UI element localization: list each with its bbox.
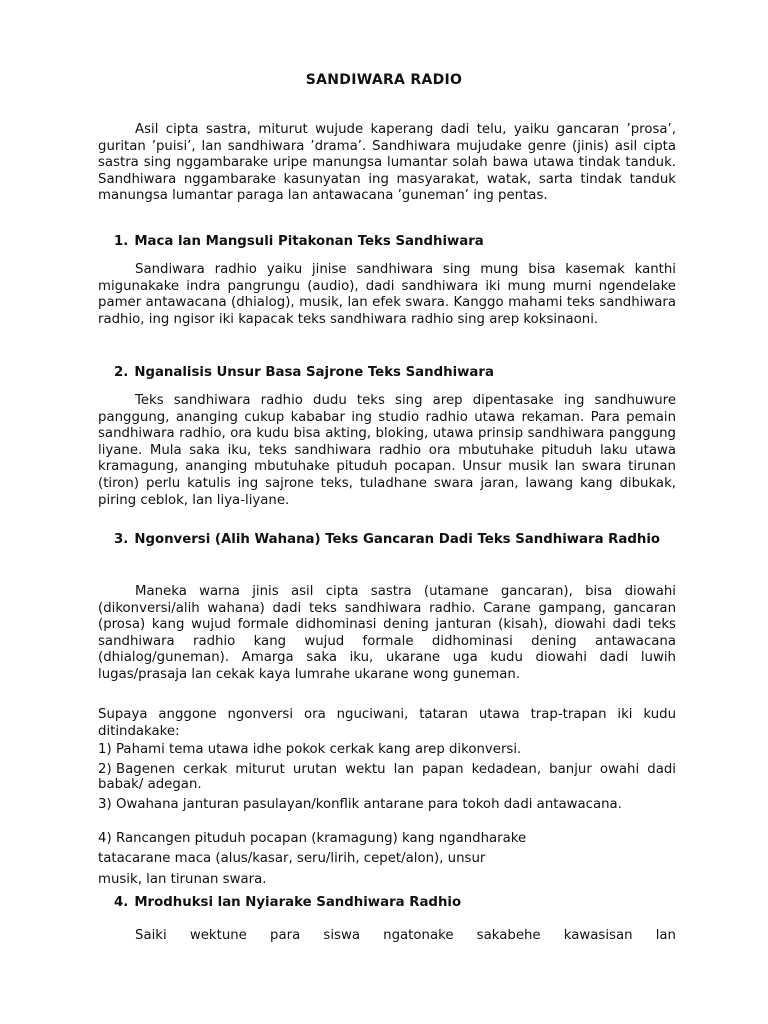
section-4-body: Saiki wektune para siswa ngatonake sakabehe kawasisan lan [135, 928, 676, 943]
section-4-heading [114, 893, 674, 913]
section-1-heading [114, 232, 674, 252]
step-item-3 [98, 797, 676, 812]
page-title: SANDIWARA RADIO [305, 72, 463, 88]
step-item-2 [98, 762, 676, 792]
section-heading-text: Nganalisis Unsur Basa Sajrone Teks Sandhiwara [134, 365, 494, 380]
step-4-continuation-line: musik, lan tirunan swara. [98, 872, 267, 887]
step-4-continuation-line: tatacarane maca (alus/kasar, seru/lirih, cepet/alon), unsur [98, 851, 486, 866]
step-number: 1) [98, 742, 112, 757]
section-number: 3. [114, 532, 129, 547]
step-item-1 [98, 742, 676, 757]
step-number: 2) [98, 762, 112, 777]
section-heading-text: Ngonversi (Alih Wahana) Teks Gancaran Dadi Teks Sandhiwara Radhio [134, 532, 661, 547]
section-2-heading [114, 363, 674, 383]
step-text: Rancangen pituduh pocapan (kramagung) kang ngandharake [116, 831, 527, 846]
step-item-4 [98, 831, 676, 846]
section-3-heading [98, 530, 676, 550]
intro-paragraph: Asil cipta sastra, miturut wujude kaperang dadi telu, yaiku gancaran ’prosa’, guritan ’puisi’, lan sandhiwara ’drama’. Sandhiwara mujudake genre (jinis) asil cipta sastra sing nggambarake uripe manungsa lumantar solah bawa utawa tindak tanduk. Sandhiwara nggambarake kasunyatan ing masyarakat, watak, sarta tindak tanduk manungsa lumantar paraga lan antawacana ’guneman’ ing pentas. [98, 122, 676, 204]
section-heading-text: Maca lan Mangsuli Pitakonan Teks Sandhiwara [134, 234, 484, 249]
section-1-body: Sandiwara radhio yaiku jinise sandhiwara sing mung bisa kasemak kanthi migunakake indra pangrungu (audio), dadi sandhiwara iki mung murni ngendelake pamer antawacana (dhialog), musik, lan efek swara. Kanggo mahami teks sandhiwara radhio, ing ngisor iki kapacak teks sandhiwara radhio sing arep koksinaoni. [98, 262, 676, 327]
section-number: 1. [114, 234, 129, 249]
section-heading-text: Mrodhuksi lan Nyiarake Sandhiwara Radhio [134, 895, 462, 910]
step-text: Owahana janturan pasulayan/konflik antarane para tokoh dadi antawacana. [116, 797, 622, 812]
section-3-body: Maneka warna jinis asil cipta sastra (utamane gancaran), bisa diowahi (dikonversi/alih wahana) dadi teks sandhiwara radhio. Carane gampang, gancaran (prosa) kang wujud formale didhominasi dening janturan (kisah), diowahi dadi teks sandhiwara radhio kang wujud formale didhominasi dening antawacana (dhialog/guneman). Amarga saka iku, ukarane uga kudu diowahi dadi luwih lugas/prasaja lan cekak kaya lumrahe ukarane wong guneman. [98, 584, 676, 682]
section-number: 2. [114, 365, 129, 380]
steps-intro: Supaya anggone ngonversi ora nguciwani, tataran utawa trap-trapan iki kudu ditindakake: [98, 707, 676, 739]
section-number: 4. [114, 895, 129, 910]
section-2-body: Teks sandhiwara radhio dudu teks sing arep dipentasake ing sandhuwure panggung, ananging cukup kababar ing studio radhio utawa rekaman. Para pemain sandhiwara radhio, ora kudu bisa akting, bloking, utawa prinsip sandhiwara panggung liyane. Mula saka iku, teks sandhiwara radhio ora mbutuhake pituduh laku utawa kramagung, ananging mbutuhake pituduh pocapan. Unsur musik lan swara tirunan (tiron) perlu katulis ing sajrone teks, tuladhane swara jaran, lawang kang dibukak, piring ceblok, lan liya-liyane. [98, 393, 676, 508]
step-text: Bagenen cerkak miturut urutan wektu lan papan kedadean, banjur owahi dadi babak/ adegan. [98, 762, 676, 792]
step-number: 4) [98, 831, 112, 846]
step-number: 3) [98, 797, 112, 812]
step-text: Pahami tema utawa idhe pokok cerkak kang arep dikonversi. [116, 742, 522, 757]
